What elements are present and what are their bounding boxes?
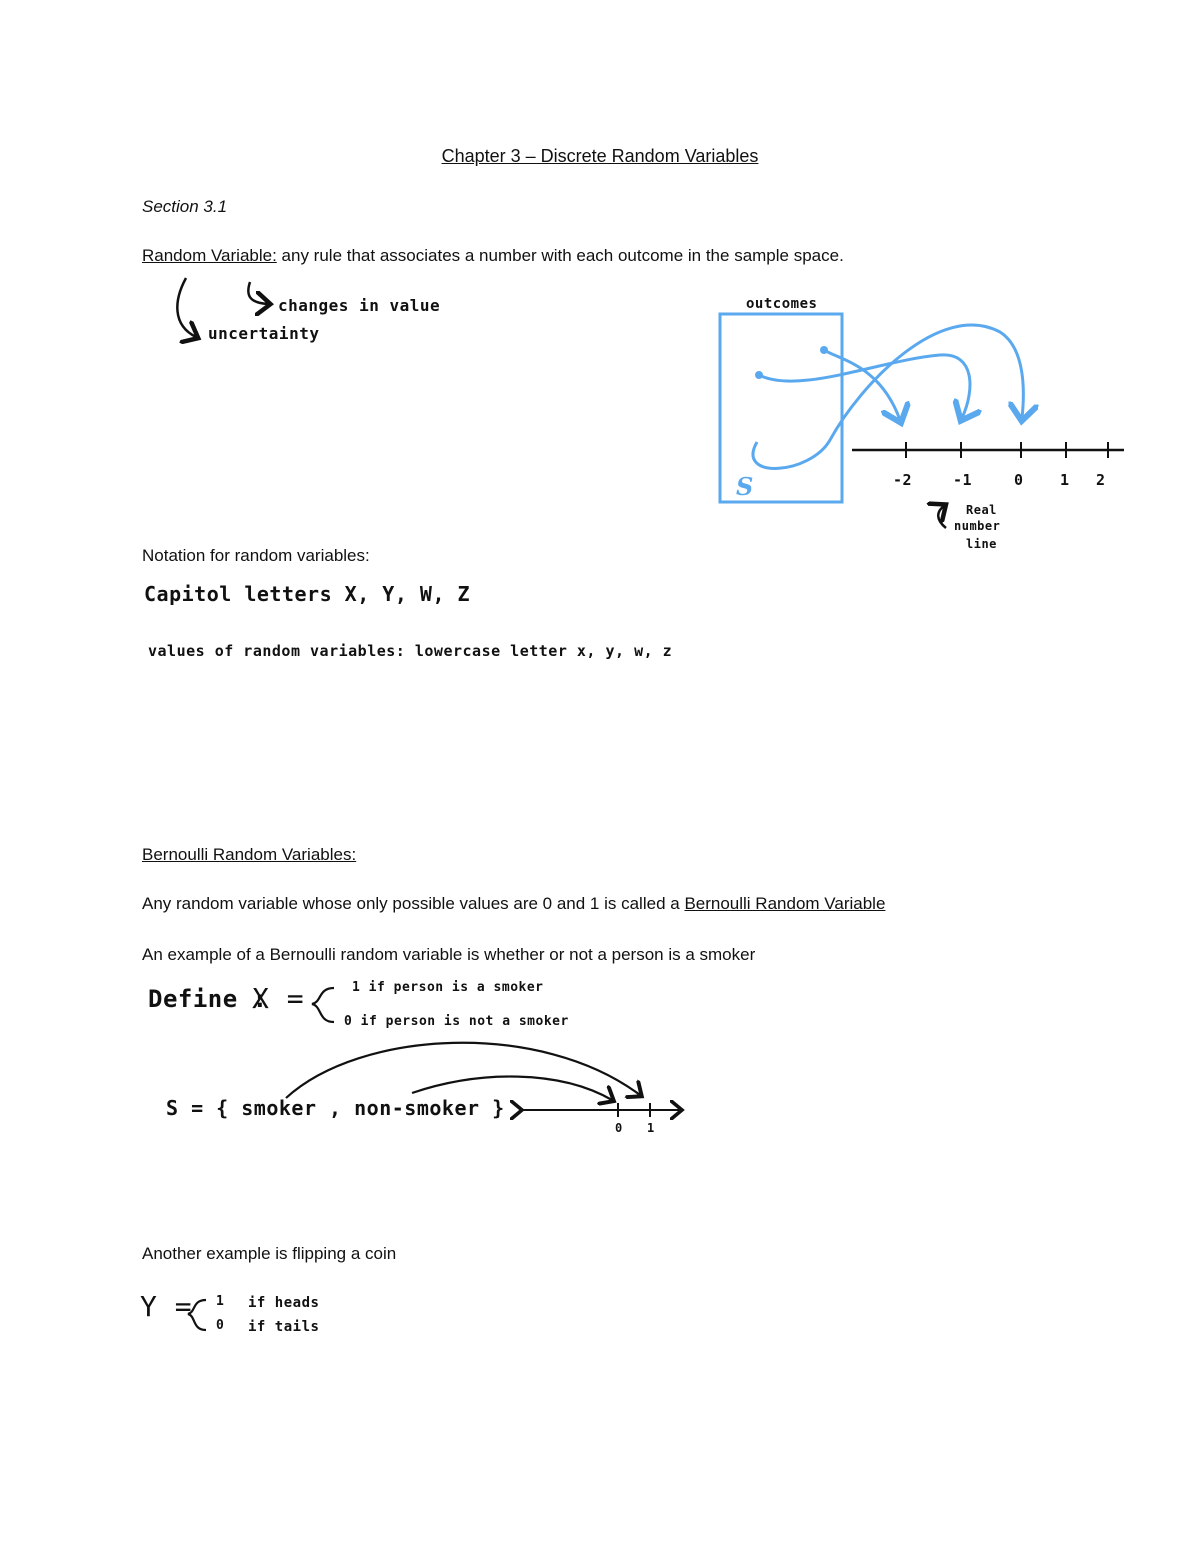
notation-heading: Notation for random variables: (142, 546, 370, 565)
bernoulli-definition-text: Any random variable whose only possible values are 0 and 1 is called a (142, 894, 685, 913)
case-non-smoker: 0 if person is not a smoker (344, 1014, 569, 1029)
bernoulli-term: Bernoulli Random Variable (684, 894, 886, 913)
line-tick-0: 0 (615, 1121, 623, 1135)
notation-lowercase: values of random variables: lowercase letter x, y, w, z (148, 642, 673, 660)
coin-example: Another example is flipping a coin (142, 1244, 397, 1263)
tick-label-2: 2 (1096, 471, 1106, 489)
case-smoker: 1 if person is a smoker (352, 980, 544, 995)
random-variable-text: any rule that associates a number with each outcome in the sample space. (276, 246, 844, 265)
brace-y (188, 1300, 206, 1330)
coin-variable: Y = (140, 1290, 193, 1323)
section-label: Section 3.1 (142, 197, 228, 216)
real-line-note-3: line (966, 537, 997, 551)
changes-hook (248, 282, 268, 304)
random-variable-term: Random Variable: (142, 246, 277, 265)
bernoulli-example: An example of a Bernoulli random variable is whether or not a person is a smoker (142, 945, 756, 964)
tick-label-neg2: -2 (893, 471, 913, 489)
mapping-arrow-2 (759, 355, 970, 418)
mapping-arrow-1 (824, 350, 900, 420)
sample-space-symbol: S (736, 472, 754, 501)
real-line-note-2: number (954, 519, 1001, 533)
line-tick-1: 1 (647, 1121, 655, 1135)
smoker-arrow (286, 1043, 640, 1098)
note-changes-in-value: changes in value (278, 296, 441, 315)
non-smoker-arrow (412, 1077, 612, 1100)
coin-case0-text: if tails (248, 1319, 320, 1335)
coin-case1-text: if heads (248, 1295, 320, 1311)
sample-space-set: S = { smoker , non-smoker } (166, 1096, 505, 1120)
page-title: Chapter 3 – Discrete Random Variables (441, 146, 759, 166)
note-uncertainty: uncertainty (208, 324, 320, 343)
outcomes-box (720, 314, 842, 502)
define-variable: X = (252, 982, 305, 1015)
tick-label-0: 0 (1014, 471, 1024, 489)
tick-label-1: 1 (1060, 471, 1070, 489)
real-line-note-1: Real (966, 503, 997, 517)
coin-case0-value: 0 (216, 1318, 225, 1333)
real-line-hook (938, 506, 946, 528)
bernoulli-heading: Bernoulli Random Variables: (142, 845, 357, 864)
uncertainty-hook (177, 278, 196, 337)
outcomes-label: outcomes (746, 296, 818, 312)
brace-x (312, 988, 334, 1022)
coin-case1-value: 1 (216, 1294, 225, 1309)
tick-label-neg1: -1 (953, 471, 973, 489)
define-label: Define : (148, 985, 268, 1013)
notation-capitals: Capitol letters X, Y, W, Z (144, 582, 471, 606)
